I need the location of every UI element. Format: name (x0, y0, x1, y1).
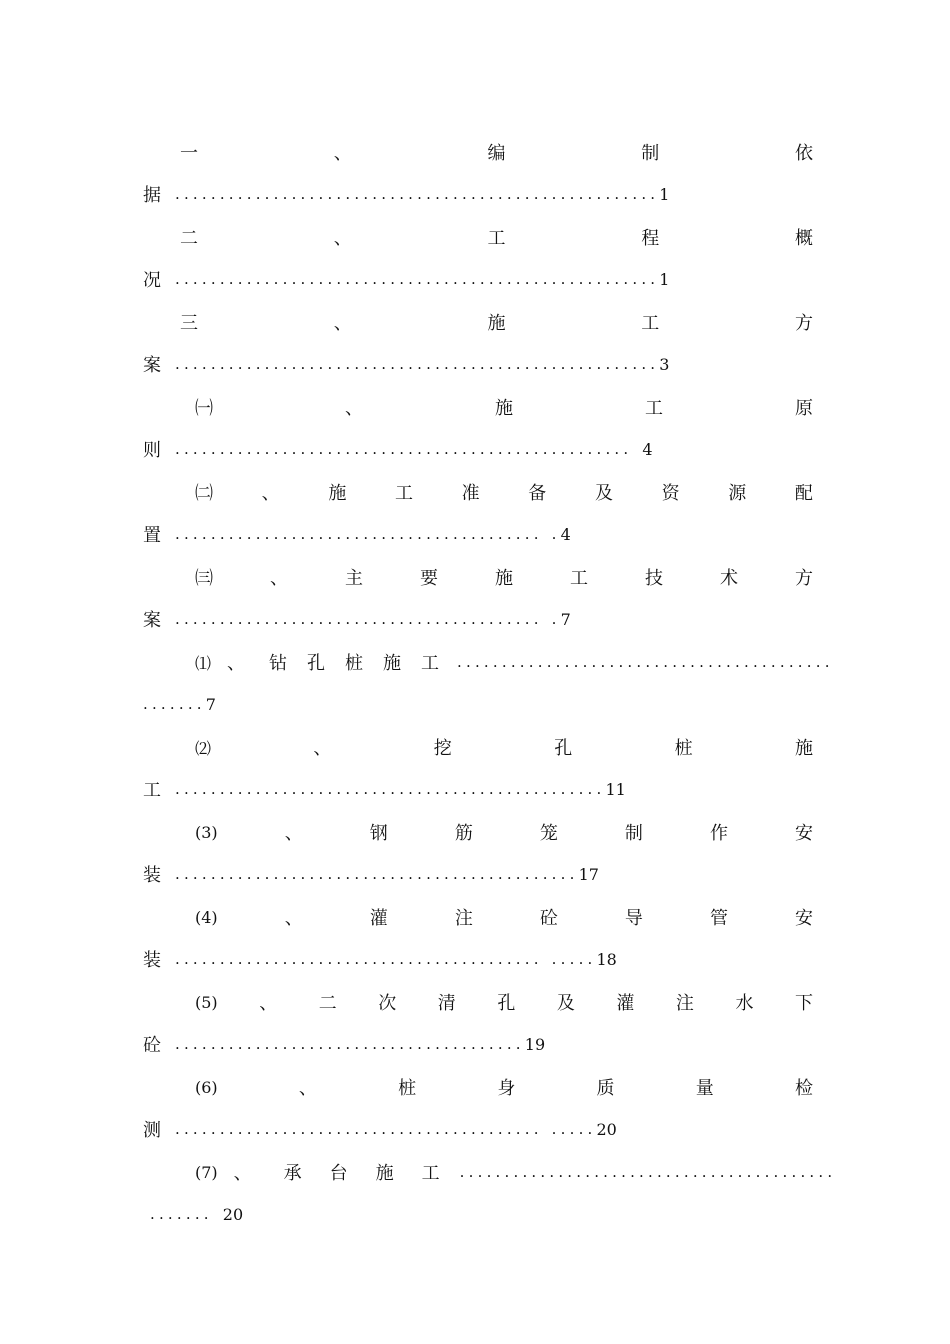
toc-text: (5) (195, 992, 218, 1012)
toc-text: 二 (318, 993, 337, 1014)
toc-text: 注 (675, 993, 694, 1014)
toc-text: 孔 (554, 738, 573, 759)
toc-text: 工 (394, 483, 413, 504)
toc-text: 方 (795, 568, 813, 589)
toc-text: 工 (645, 398, 663, 419)
toc-leader-dots: ............................................. (175, 865, 579, 883)
toc-text: 砼 (143, 1035, 161, 1056)
toc-text: 测 (143, 1120, 161, 1141)
toc-text: 作 (709, 823, 728, 844)
toc-text: 备 (528, 483, 547, 504)
toc-entry-line2[interactable] (143, 264, 669, 294)
toc-text: 装 (143, 950, 161, 971)
toc-text: 资 (661, 483, 680, 504)
toc-text: 案 (143, 355, 161, 376)
toc-text: 工 (421, 1163, 440, 1184)
toc-text: 概 (795, 228, 813, 249)
toc-text: 术 (720, 568, 738, 589)
toc-leader-dots: ...................................................... (175, 270, 660, 288)
toc-entry-line1 (195, 732, 813, 762)
toc-leader-dots: .......................................... (459, 1163, 837, 1181)
toc-text: 及 (594, 483, 613, 504)
toc-text: 砼 (539, 908, 558, 929)
toc-entry-line2[interactable] (150, 1199, 243, 1229)
toc-entry-line1[interactable] (195, 1157, 837, 1187)
toc-entry-line2[interactable] (143, 604, 571, 634)
toc-text: 据 (143, 185, 161, 206)
toc-text: 量 (695, 1078, 714, 1099)
toc-entry-line2[interactable] (143, 944, 617, 974)
toc-entry-line1 (180, 307, 813, 337)
toc-text: 灌 (616, 993, 635, 1014)
toc-leader-dots: ................................................ (175, 780, 606, 798)
toc-entry-line1 (195, 902, 813, 932)
toc-text: 、 (345, 398, 363, 419)
toc-text: 施 (328, 483, 347, 504)
toc-text: 制 (624, 823, 643, 844)
toc-leader-dots: ....... (143, 695, 206, 713)
toc-entry-line1 (180, 222, 813, 252)
toc-text: 要 (420, 568, 438, 589)
toc-text: 清 (437, 993, 456, 1014)
toc-text: ⑵ (195, 738, 212, 758)
toc-text: 二 (180, 228, 198, 249)
toc-text: 、 (333, 143, 352, 164)
toc-text: 、 (284, 823, 303, 844)
toc-text: 技 (645, 568, 663, 589)
toc-page-number: 7 (560, 609, 571, 629)
toc-leader-dots: ....................................... (175, 1035, 525, 1053)
toc-text: 、 (261, 483, 280, 504)
toc-text: (7) (195, 1162, 218, 1182)
toc-text: 配 (794, 483, 813, 504)
toc-entry-line2[interactable] (143, 179, 669, 209)
toc-text: 工 (641, 313, 660, 334)
toc-text: 准 (461, 483, 480, 504)
toc-text: 案 (143, 610, 161, 631)
toc-leader-dots: ....... (150, 1205, 213, 1223)
toc-text: 、 (270, 568, 288, 589)
toc-text: 挖 (433, 738, 452, 759)
toc-text: 安 (795, 908, 813, 929)
toc-entry-line2[interactable] (143, 434, 653, 464)
toc-text: 装 (143, 865, 161, 886)
toc-leader-dots: ................................................... (175, 440, 633, 458)
toc-text: 制 (641, 143, 660, 164)
toc-leader-dots: ......................................... . (175, 525, 561, 543)
toc-text: ㈢ (195, 568, 213, 589)
toc-text: 检 (794, 1078, 813, 1099)
toc-text: 施 (375, 1163, 394, 1184)
toc-text: 、 (298, 1078, 317, 1099)
toc-text: 下 (794, 993, 813, 1014)
toc-text: 、 (233, 1163, 252, 1184)
toc-text: 笼 (539, 823, 558, 844)
toc-page-number: 3 (659, 354, 670, 374)
toc-entry-line2[interactable] (143, 1114, 617, 1144)
toc-text: 工 (421, 653, 440, 674)
toc-text: 管 (709, 908, 728, 929)
toc-entry-line2[interactable] (143, 519, 571, 549)
toc-text: 依 (795, 143, 813, 164)
toc-text: 身 (497, 1078, 516, 1099)
toc-text: 一 (180, 143, 198, 164)
toc-entry-line2[interactable] (143, 1029, 545, 1059)
toc-text: 况 (143, 270, 161, 291)
toc-text: 施 (794, 738, 813, 759)
toc-entry-line1 (180, 137, 813, 167)
toc-entry-line1 (195, 477, 813, 507)
toc-text: 导 (624, 908, 643, 929)
toc-text: 及 (556, 993, 575, 1014)
toc-text: 灌 (369, 908, 388, 929)
toc-entry-line1 (195, 392, 813, 422)
toc-page-number: 19 (524, 1034, 546, 1054)
toc-text: ⑴ (195, 653, 212, 673)
toc-entry-line1 (195, 562, 813, 592)
toc-entry-line2[interactable] (143, 689, 216, 719)
toc-page-number: 20 (596, 1119, 617, 1139)
toc-text: 桩 (674, 738, 693, 759)
toc-text: 、 (259, 993, 278, 1014)
toc-page-number: 4 (642, 439, 653, 459)
toc-page-number: 11 (605, 779, 626, 799)
toc-leader-dots: ......................................... ..... (175, 1120, 597, 1138)
toc-entry-line2[interactable] (143, 774, 626, 804)
toc-text: 置 (143, 525, 161, 546)
toc-text: 次 (378, 993, 397, 1014)
toc-text: 施 (495, 568, 513, 589)
toc-text: 施 (495, 398, 513, 419)
toc-page-number: 1 (659, 269, 670, 289)
toc-leader-dots: .......................................... (457, 653, 834, 671)
toc-text: 筋 (454, 823, 473, 844)
toc-text: 安 (795, 823, 813, 844)
toc-page-number: 1 (659, 184, 670, 204)
toc-text: 工 (487, 228, 506, 249)
toc-text: 孔 (307, 653, 326, 674)
toc-entry-line1[interactable] (195, 647, 834, 677)
toc-text: 施 (383, 653, 402, 674)
toc-text: 、 (333, 313, 352, 334)
toc-page-number: 20 (222, 1204, 244, 1224)
toc-text: 注 (454, 908, 473, 929)
toc-entry-line2[interactable] (143, 349, 669, 379)
toc-page-number: 7 (205, 694, 216, 714)
toc-text: 、 (313, 738, 332, 759)
toc-entry-line1 (195, 1072, 813, 1102)
toc-text: 则 (143, 440, 161, 461)
toc-text: 主 (345, 568, 363, 589)
toc-entry-line1 (195, 987, 813, 1017)
toc-text: 原 (795, 398, 813, 419)
toc-leader-dots: ......................................... ..... (175, 950, 597, 968)
toc-page-number: 17 (578, 864, 599, 884)
toc-text: 承 (283, 1163, 302, 1184)
toc-text: 工 (570, 568, 588, 589)
toc-text: 质 (596, 1078, 615, 1099)
toc-text: 、 (227, 653, 246, 674)
toc-text: ㈡ (195, 483, 213, 504)
toc-entry-line1 (195, 817, 813, 847)
toc-text: 钻 (269, 653, 288, 674)
toc-text: 方 (795, 313, 813, 334)
toc-text: 孔 (497, 993, 516, 1014)
toc-text: 程 (641, 228, 660, 249)
toc-leader-dots: ......................................... . (175, 610, 561, 628)
toc-text: 源 (728, 483, 747, 504)
toc-text: 、 (333, 228, 352, 249)
toc-text: 三 (180, 313, 198, 334)
toc-text: 桩 (398, 1078, 417, 1099)
toc-text: 、 (284, 908, 303, 929)
toc-leader-dots: ...................................................... (175, 185, 660, 203)
toc-text: (6) (195, 1077, 218, 1097)
toc-leader-dots: ...................................................... (175, 355, 660, 373)
toc-page-number: 18 (596, 949, 617, 969)
toc-text: 编 (487, 143, 506, 164)
toc-text: (4) (195, 907, 218, 927)
toc-text: (3) (195, 822, 218, 842)
toc-text: 施 (487, 313, 506, 334)
toc-text: ㈠ (195, 398, 213, 419)
toc-text: 桩 (345, 653, 364, 674)
toc-text: 台 (329, 1163, 348, 1184)
toc-page-number: 4 (560, 524, 571, 544)
toc-text: 工 (143, 780, 161, 801)
toc-text: 钢 (369, 823, 388, 844)
toc-text: 水 (735, 993, 754, 1014)
toc-entry-line2[interactable] (143, 859, 599, 889)
